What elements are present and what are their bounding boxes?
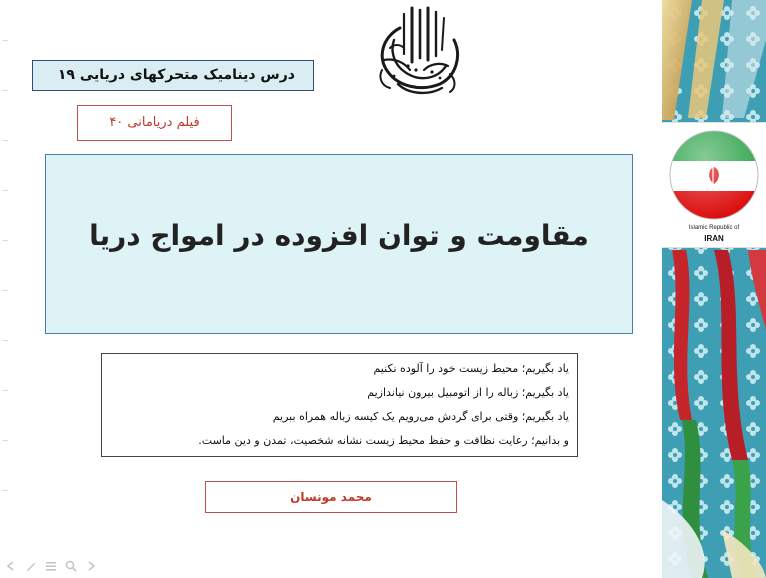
menu-icon[interactable] bbox=[44, 559, 58, 573]
prev-slide-icon[interactable] bbox=[4, 559, 18, 573]
note-line: یاد بگیریم؛ زباله را از اتومبیل بیرون نیاندازیم bbox=[367, 386, 569, 399]
bismillah-calligraphy-icon bbox=[364, 0, 470, 104]
left-ruler bbox=[0, 0, 14, 578]
decorative-side-panel bbox=[662, 0, 766, 578]
next-slide-icon[interactable] bbox=[84, 559, 98, 573]
course-title: درس دینامیک متحرکهای دریایی ۱۹ bbox=[32, 60, 314, 91]
flag-card bbox=[662, 122, 766, 248]
note-line: یاد بگیریم؛ وقتی برای گردش می‌رویم یک کیسه زباله همراه ببریم bbox=[272, 410, 569, 423]
flag-caption-country: IRAN bbox=[704, 234, 724, 243]
note-line: و بدانیم؛ رعایت نظافت و حفظ محیط زیست نشانه شخصیت، تمدن و دین ماست. bbox=[198, 434, 569, 447]
pen-icon[interactable] bbox=[24, 559, 38, 573]
film-label: فیلم دریامانی ۴۰ bbox=[77, 105, 232, 141]
main-title-box bbox=[45, 154, 633, 334]
zoom-icon[interactable] bbox=[64, 559, 78, 573]
slideshow-controls bbox=[0, 556, 110, 576]
main-title: مقاومت و توان افزوده در امواج دریا bbox=[89, 219, 589, 252]
note-line: یاد بگیریم؛ محیط زیست خود را آلوده نکنیم bbox=[373, 362, 569, 375]
notes-box bbox=[101, 353, 578, 457]
iran-flag-icon bbox=[662, 123, 766, 223]
author-name: محمد مونسان bbox=[205, 481, 457, 513]
flag-caption-country-prefix: Islamic Republic of bbox=[688, 225, 740, 231]
